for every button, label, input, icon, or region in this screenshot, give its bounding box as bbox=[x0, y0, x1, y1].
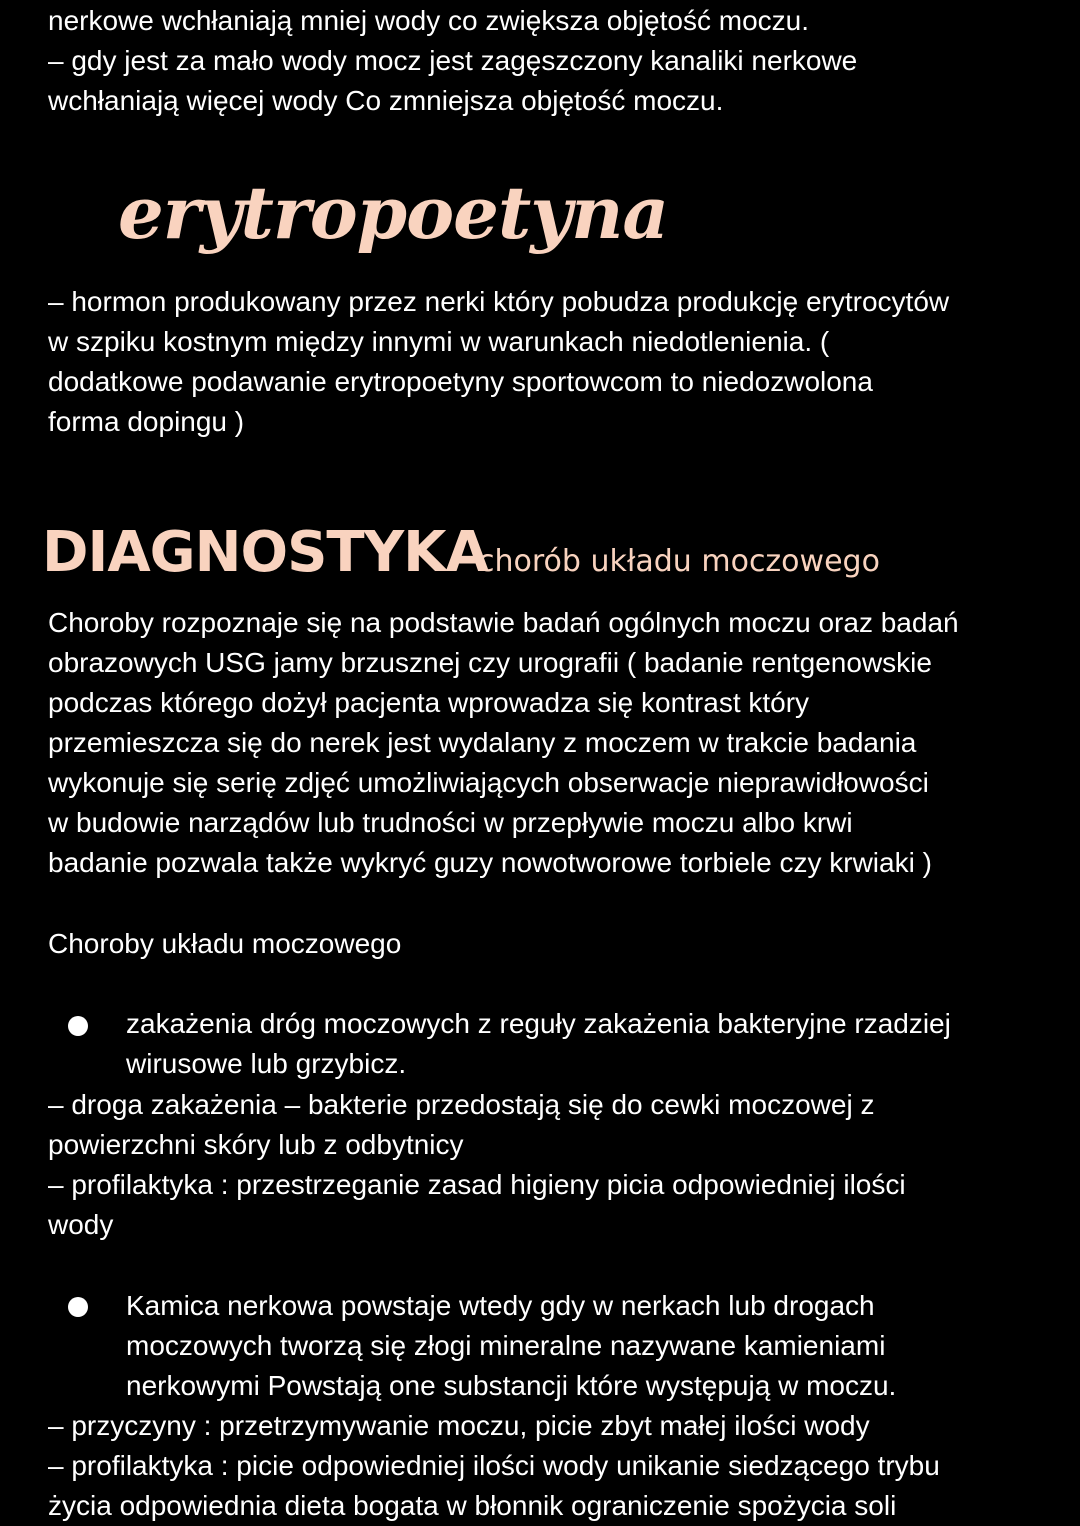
disease-1-detail-1: – droga zakażenia – bakterie przedostają się do cewki moczowej z bbox=[48, 1089, 875, 1120]
epo-line-4: forma dopingu ) bbox=[48, 406, 245, 437]
diag-line-2: obrazowych USG jamy brzusznej czy urografii ( badanie rentgenowskie bbox=[48, 647, 932, 678]
epo-line-3: dodatkowe podawanie erytropoetyny sportowcom to niedozwolona bbox=[48, 366, 873, 397]
epo-line-1: – hormon produkowany przez nerki który pobudza produkcję erytrocytów bbox=[48, 286, 950, 317]
disease-1-detail-4: wody bbox=[48, 1209, 114, 1240]
disease-1-line-1: zakażenia dróg moczowych z reguły zakażenia bakteryjne rzadziej bbox=[126, 1008, 951, 1039]
disease-1-line-2: wirusowe lub grzybicz. bbox=[126, 1048, 407, 1079]
bullet-icon bbox=[68, 1297, 88, 1317]
epo-heading: erytropoetyna bbox=[118, 170, 669, 255]
diagnostics-heading: DIAGNOSTYKA bbox=[42, 520, 488, 585]
diag-line-3: podczas którego dożył pacjenta wprowadza się kontrast który bbox=[48, 687, 810, 718]
intro-line-3: wchłaniają więcej wody Co zmniejsza objętość moczu. bbox=[48, 85, 724, 116]
epo-line-2: w szpiku kostnym między innymi w warunkach niedotlenienia. ( bbox=[48, 326, 830, 357]
disease-2-detail-2: – profilaktyka : picie odpowiedniej ilości wody unikanie siedzącego trybu bbox=[48, 1450, 940, 1481]
diag-line-7: badanie pozwala także wykryć guzy nowotworowe torbiele czy krwiaki ) bbox=[48, 847, 932, 878]
diseases-heading: Choroby układu moczowego bbox=[48, 928, 402, 959]
disease-2-detail-3: życia odpowiednia dieta bogata w błonnik ograniczenie spożycia soli bbox=[48, 1490, 897, 1521]
intro-line-1: nerkowe wchłaniają mniej wody co zwiększa objętość moczu. bbox=[48, 5, 810, 36]
disease-1-detail-2: powierzchni skóry lub z odbytnicy bbox=[48, 1129, 464, 1160]
diagnostics-subheading: chorób układu moczowego bbox=[478, 544, 880, 579]
bullet-icon bbox=[68, 1016, 88, 1036]
diag-line-6: w budowie narządów lub trudności w przepływie moczu albo krwi bbox=[48, 807, 853, 838]
disease-2-line-1: Kamica nerkowa powstaje wtedy gdy w nerkach lub drogach bbox=[126, 1290, 875, 1321]
diag-line-5: wykonuje się serię zdjęć umożliwiających obserwacje nieprawidłowości bbox=[48, 767, 929, 798]
disease-2-line-2: moczowych tworzą się złogi mineralne nazywane kamieniami bbox=[126, 1330, 886, 1361]
diag-line-1: Choroby rozpoznaje się na podstawie badań ogólnych moczu oraz badań bbox=[48, 607, 959, 638]
diag-line-4: przemieszcza się do nerek jest wydalany z moczem w trakcie badania bbox=[48, 727, 917, 758]
disease-2-detail-1: – przyczyny : przetrzymywanie moczu, picie zbyt małej ilości wody bbox=[48, 1410, 870, 1441]
disease-2-line-3: nerkowymi Powstają one substancji które występują w moczu. bbox=[126, 1370, 897, 1401]
disease-1-detail-3: – profilaktyka : przestrzeganie zasad higieny picia odpowiedniej ilości bbox=[48, 1169, 906, 1200]
intro-line-2: – gdy jest za mało wody mocz jest zagęszczony kanaliki nerkowe bbox=[48, 45, 858, 76]
